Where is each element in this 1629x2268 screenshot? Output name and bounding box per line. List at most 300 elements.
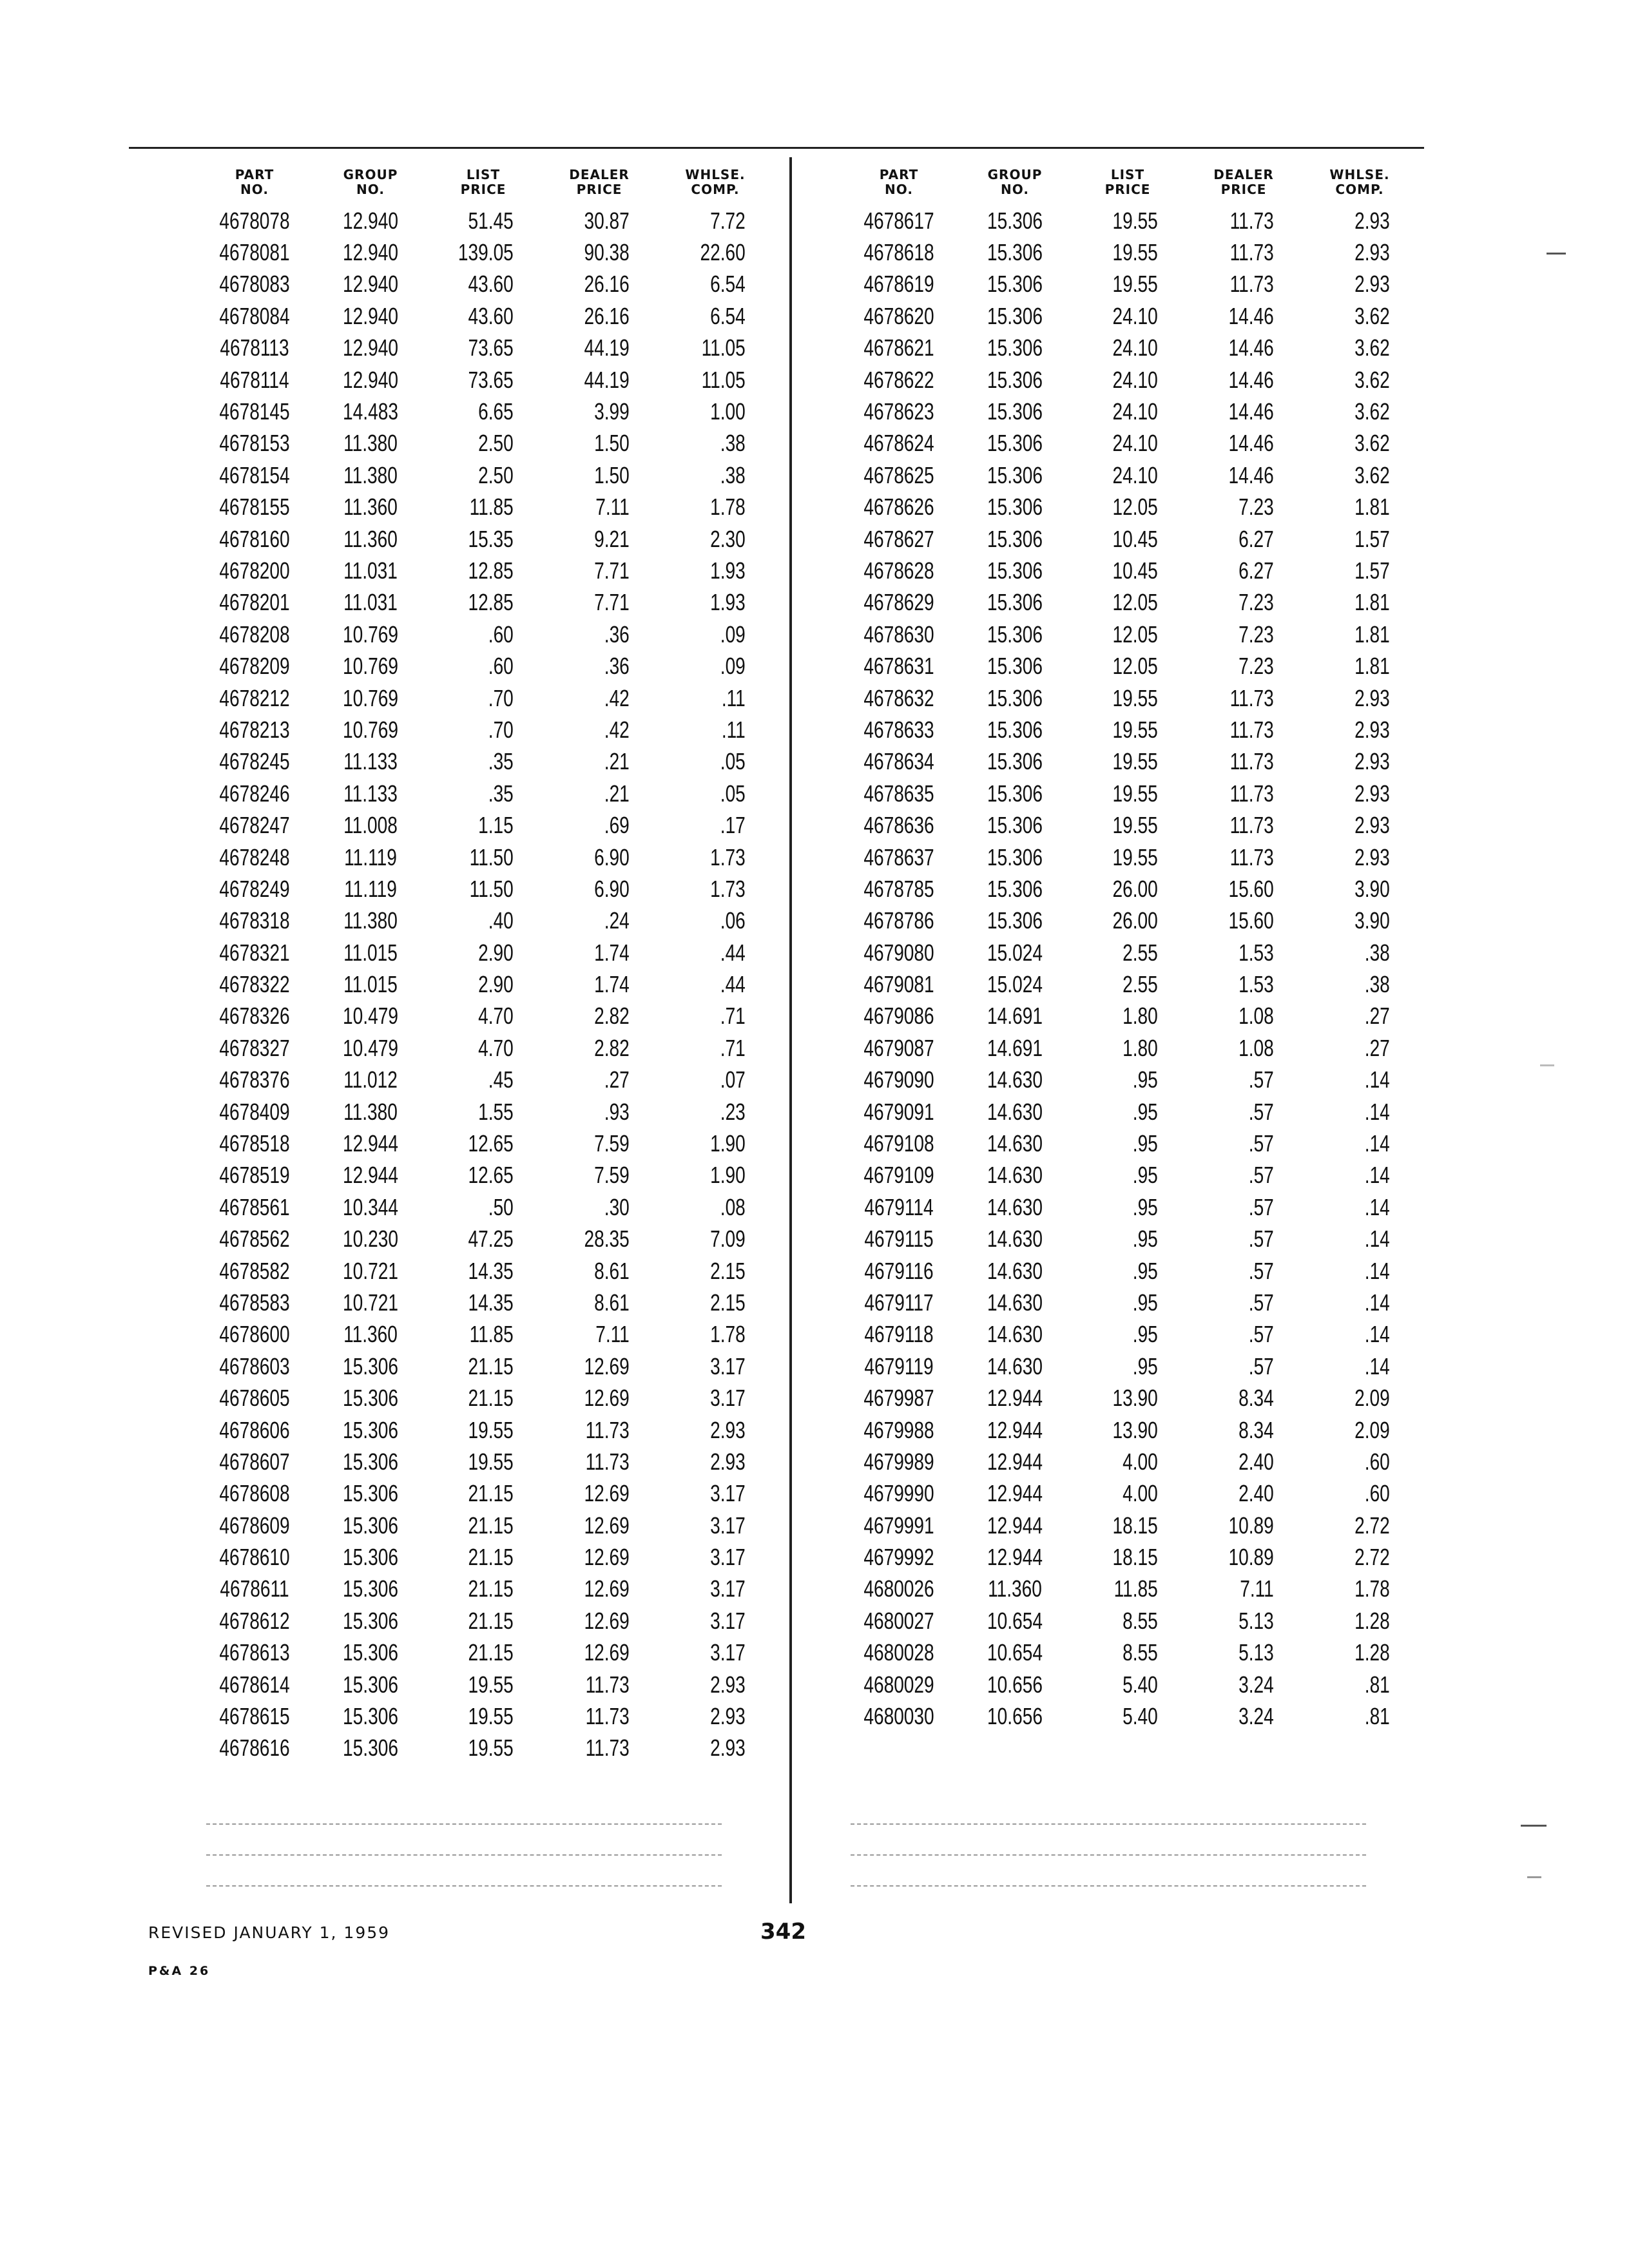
list-price-cell: 12.85 [468,589,514,616]
whlse-comp-cell: .60 [1364,1448,1390,1475]
whlse-comp-cell: 3.17 [710,1607,746,1634]
header-row [193,168,773,205]
group-no-cell: 15.306 [987,557,1043,584]
table-row [193,236,773,268]
table-row [838,968,1418,1000]
table-row [838,1319,1418,1350]
whlse-comp-cell: .05 [720,780,746,807]
dealer-price-cell: 12.69 [584,1544,630,1571]
table-row [193,205,773,236]
group-no-cell: 15.306 [343,1352,398,1379]
list-price-cell: 2.55 [1123,939,1158,966]
table-row [838,1510,1418,1541]
whlse-comp-cell: 1.78 [710,494,746,521]
group-no-cell: 11.031 [343,589,398,616]
part-no-cell: 4678518 [219,1130,290,1157]
part-no-cell: 4678631 [863,653,934,680]
whlse-comp-cell: 1.73 [710,875,746,902]
part-no-cell: 4679114 [864,1193,934,1220]
table-row [838,300,1418,332]
list-price-cell: 19.55 [1112,780,1158,807]
list-price-cell: 12.65 [468,1130,514,1157]
part-no-cell: 4679080 [863,939,934,966]
table-row [193,968,773,1000]
group-no-cell: 11.360 [343,494,398,521]
group-no-cell: 15.024 [987,939,1043,966]
part-no-cell: 4678154 [219,461,290,488]
part-no-cell: 4679091 [863,1098,934,1125]
part-no-cell: 4679987 [863,1385,934,1412]
dealer-price-cell: 12.69 [584,1512,630,1539]
list-price-cell: 19.55 [1112,748,1158,775]
list-price-cell: 24.10 [1112,366,1158,393]
table-row [838,1669,1418,1700]
part-no-cell: 4679990 [863,1480,934,1507]
dealer-price-cell: 1.50 [594,430,630,457]
group-no-cell: 15.306 [343,1575,398,1602]
list-price-cell: 14.35 [468,1289,514,1316]
whlse-comp-cell: .14 [1364,1225,1390,1253]
dealer-price-cell: 7.59 [594,1130,630,1157]
group-no-cell: 15.306 [987,430,1043,457]
table-row [193,587,773,619]
whlse-comp-cell: 3.62 [1354,430,1390,457]
dealer-price-cell: 3.24 [1239,1671,1274,1698]
dealer-price-cell: 1.74 [594,971,630,998]
table-row [838,619,1418,650]
part-no-cell: 4678145 [219,398,290,425]
list-price-cell: .70 [488,716,514,743]
dealer-price-cell: 10.89 [1228,1544,1274,1571]
whlse-comp-cell: 2.93 [1354,812,1390,839]
group-no-cell: 15.306 [343,1416,398,1443]
dealer-price-cell: 2.82 [594,1034,630,1061]
part-no-cell: 4678600 [219,1321,290,1348]
part-no-cell: 4678562 [219,1225,290,1253]
group-no-cell: 15.306 [343,1735,398,1762]
table-row [838,1160,1418,1191]
whlse-comp-cell: .14 [1364,1130,1390,1157]
group-no-cell: 10.230 [343,1225,398,1253]
group-no-cell: 12.940 [343,302,398,329]
part-no-cell: 4678326 [219,1003,290,1030]
group-no-cell: 11.133 [343,780,398,807]
list-price-cell: 19.55 [1112,843,1158,870]
group-no-cell: 14.630 [987,1289,1043,1316]
dealer-price-cell: .57 [1248,1098,1274,1125]
whlse-comp-cell: 6.54 [710,271,746,298]
part-no-cell: 4680028 [863,1639,934,1666]
whlse-comp-cell: .71 [720,1034,746,1061]
list-price-cell: .95 [1132,1130,1158,1157]
group-no-cell: 11.119 [344,875,397,902]
part-no-cell: 4678620 [863,302,934,329]
dealer-price-cell: .93 [604,1098,630,1125]
part-no-cell: 4679087 [863,1034,934,1061]
group-no-cell: 14.630 [987,1098,1043,1125]
list-price-cell: 12.05 [1112,589,1158,616]
dealer-price-cell: 2.40 [1239,1480,1274,1507]
part-no-cell: 4678153 [219,430,290,457]
whlse-comp-cell: 1.93 [710,557,746,584]
part-no-cell: 4678246 [219,780,290,807]
dealer-price-cell: 15.60 [1228,875,1274,902]
table-row [193,332,773,364]
whlse-comp-cell: 3.17 [710,1352,746,1379]
list-price-cell: 21.15 [468,1575,514,1602]
table-row [193,873,773,905]
group-no-cell: 15.306 [987,780,1043,807]
list-price-cell: 10.45 [1112,557,1158,584]
table-row [193,937,773,968]
group-no-cell: 15.306 [987,525,1043,552]
list-price-cell: 2.50 [478,461,514,488]
left-price-column [193,168,773,1764]
part-no-cell: 4678321 [219,939,290,966]
part-no-cell: 4678623 [863,398,934,425]
list-price-cell: 19.55 [1112,812,1158,839]
list-price-cell: 12.65 [468,1162,514,1189]
dealer-price-cell: 14.46 [1228,430,1274,457]
list-price-cell: 51.45 [468,207,514,234]
part-no-cell: 4679086 [863,1003,934,1030]
dealer-price-cell: 12.69 [584,1607,630,1634]
part-no-cell: 4680027 [863,1607,934,1634]
whlse-comp-cell: 11.05 [701,366,746,393]
group-no-cell: 11.012 [343,1066,398,1093]
group-no-cell: 10.769 [343,620,398,648]
list-price-cell: 47.25 [468,1225,514,1253]
whlse-comp-cell: 3.62 [1354,366,1390,393]
part-no-cell: 4679109 [863,1162,934,1189]
whlse-comp-cell: 2.15 [710,1257,746,1284]
whlse-comp-cell: .08 [720,1193,746,1220]
margin-mark [1527,1876,1541,1878]
whlse-comp-cell: 3.17 [710,1480,746,1507]
table-row [838,1064,1418,1096]
whlse-comp-cell: 3.90 [1354,875,1390,902]
part-no-cell: 4678318 [219,907,290,934]
whlse-comp-cell: .14 [1364,1289,1390,1316]
part-no-cell: 4678614 [219,1671,290,1698]
dealer-price-cell: 3.24 [1239,1703,1274,1730]
header-list-price: LIST PRICE [1104,167,1151,197]
dealer-price-cell: 1.53 [1239,939,1274,966]
dealer-price-cell: .24 [604,907,630,934]
whlse-comp-cell: 2.09 [1354,1385,1390,1412]
table-row [838,1446,1418,1477]
list-price-cell: 21.15 [468,1607,514,1634]
whlse-comp-cell: .27 [1364,1003,1390,1030]
table-row [193,1733,773,1764]
list-price-cell: 2.50 [478,430,514,457]
whlse-comp-cell: 3.90 [1354,907,1390,934]
table-row [193,1510,773,1541]
table-row [838,396,1418,427]
dealer-price-cell: .69 [604,812,630,839]
dealer-price-cell: .57 [1248,1289,1274,1316]
list-price-cell: 13.90 [1112,1385,1158,1412]
list-price-cell: 21.15 [468,1385,514,1412]
table-row [838,1001,1418,1032]
part-no-cell: 4679989 [863,1448,934,1475]
whlse-comp-cell: 1.90 [710,1162,746,1189]
list-price-cell: 24.10 [1112,302,1158,329]
blank-entry-line [851,1885,1366,1887]
list-price-cell: 21.15 [468,1639,514,1666]
list-price-cell: 18.15 [1112,1512,1158,1539]
table-row [193,396,773,427]
table-row [193,778,773,809]
group-no-cell: 11.031 [343,557,398,584]
whlse-comp-cell: 2.93 [1354,207,1390,234]
part-no-cell: 4678786 [863,907,934,934]
whlse-comp-cell: 1.28 [1354,1607,1390,1634]
blank-entry-line [206,1854,722,1856]
group-no-cell: 15.306 [987,875,1043,902]
list-price-cell: 19.55 [1112,684,1158,711]
page-number: 342 [760,1919,806,1945]
group-no-cell: 14.691 [987,1034,1043,1061]
list-price-cell: .95 [1132,1225,1158,1253]
list-price-cell: 18.15 [1112,1544,1158,1571]
list-price-cell: 19.55 [468,1735,514,1762]
part-no-cell: 4678608 [219,1480,290,1507]
whlse-comp-cell: 1.93 [710,589,746,616]
list-price-cell: .50 [488,1193,514,1220]
table-row [838,205,1418,236]
part-no-cell: 4678627 [863,525,934,552]
dealer-price-cell: .57 [1248,1257,1274,1284]
table-row [193,905,773,937]
whlse-comp-cell: 2.93 [710,1703,746,1730]
part-no-cell: 4678114 [220,366,289,393]
table-row [838,809,1418,841]
list-price-cell: 19.55 [1112,207,1158,234]
group-no-cell: 14.630 [987,1352,1043,1379]
part-no-cell: 4678248 [219,843,290,870]
part-no-cell: 4680029 [863,1671,934,1698]
list-price-cell: 73.65 [468,366,514,393]
part-no-cell: 4678625 [863,461,934,488]
group-no-cell: 11.015 [343,939,398,966]
table-row [193,1382,773,1414]
dealer-price-cell: .27 [604,1066,630,1093]
dealer-price-cell: 1.50 [594,461,630,488]
whlse-comp-cell: .14 [1364,1321,1390,1348]
whlse-comp-cell: .14 [1364,1257,1390,1284]
whlse-comp-cell: 3.17 [710,1639,746,1666]
table-row [193,1478,773,1510]
group-no-cell: 11.360 [343,1321,398,1348]
dealer-price-cell: 44.19 [584,366,630,393]
part-no-cell: 4678084 [219,302,290,329]
group-no-cell: 12.944 [987,1480,1043,1507]
dealer-price-cell: .30 [604,1193,630,1220]
table-row [193,1700,773,1732]
table-row [193,300,773,332]
part-no-cell: 4679988 [863,1416,934,1443]
dealer-price-cell: 8.61 [594,1257,630,1284]
group-no-cell: 11.380 [343,461,398,488]
list-price-cell: 5.40 [1123,1671,1158,1698]
whlse-comp-cell: 1.90 [710,1130,746,1157]
list-price-cell: 19.55 [468,1448,514,1475]
list-price-cell: 43.60 [468,302,514,329]
list-price-cell: .95 [1132,1098,1158,1125]
group-no-cell: 12.940 [343,239,398,266]
list-price-cell: .95 [1132,1352,1158,1379]
dealer-price-cell: 1.08 [1239,1034,1274,1061]
whlse-comp-cell: 2.93 [710,1448,746,1475]
part-no-cell: 4679992 [863,1544,934,1571]
list-price-cell: .60 [488,620,514,648]
group-no-cell: 12.940 [343,207,398,234]
part-no-cell: 4678618 [863,239,934,266]
group-no-cell: 15.306 [987,398,1043,425]
group-no-cell: 10.769 [343,716,398,743]
list-price-cell: 11.85 [469,1321,514,1348]
table-row [193,364,773,396]
whlse-comp-cell: 7.09 [710,1225,746,1253]
list-price-cell: 21.15 [468,1544,514,1571]
group-no-cell: 15.306 [987,461,1043,488]
list-price-cell: 19.55 [1112,716,1158,743]
list-price-cell: .70 [488,684,514,711]
whlse-comp-cell: 2.15 [710,1289,746,1316]
group-no-cell: 10.654 [987,1639,1043,1666]
dealer-price-cell: .21 [604,780,630,807]
group-no-cell: 15.306 [987,812,1043,839]
part-no-cell: 4678606 [219,1416,290,1443]
table-row [838,523,1418,555]
part-no-cell: 4678612 [219,1607,290,1634]
part-no-cell: 4678249 [219,875,290,902]
list-price-cell: 2.90 [478,939,514,966]
list-price-cell: 13.90 [1112,1416,1158,1443]
part-no-cell: 4678611 [220,1575,289,1602]
group-no-cell: 15.024 [987,971,1043,998]
dealer-price-cell: 14.46 [1228,334,1274,361]
whlse-comp-cell: 11.05 [701,334,746,361]
table-row [838,492,1418,523]
list-price-cell: 73.65 [468,334,514,361]
list-price-cell: .95 [1132,1193,1158,1220]
part-no-cell: 4678634 [863,748,934,775]
whlse-comp-cell: .44 [720,971,746,998]
table-row [838,1128,1418,1159]
whlse-comp-cell: .09 [720,620,746,648]
whlse-comp-cell: .38 [720,461,746,488]
table-row [193,746,773,778]
whlse-comp-cell: 1.00 [710,398,746,425]
list-price-cell: 139.05 [458,239,514,266]
table-row [193,1350,773,1382]
list-price-cell: 2.55 [1123,971,1158,998]
document-code: P&A 26 [148,1964,211,1978]
group-no-cell: 12.944 [987,1416,1043,1443]
group-no-cell: 11.380 [343,907,398,934]
part-no-cell: 4678582 [219,1257,290,1284]
list-price-cell: 24.10 [1112,398,1158,425]
dealer-price-cell: 28.35 [584,1225,630,1253]
whlse-comp-cell: 22.60 [700,239,746,266]
part-no-cell: 4678637 [863,843,934,870]
table-row [193,1669,773,1700]
whlse-comp-cell: 1.78 [1354,1575,1390,1602]
list-price-cell: 12.05 [1112,494,1158,521]
dealer-price-cell: 11.73 [1229,684,1274,711]
whlse-comp-cell: .38 [1364,939,1390,966]
right-price-table [838,168,1418,1733]
part-no-cell: 4678322 [219,971,290,998]
dealer-price-cell: 1.08 [1239,1003,1274,1030]
table-row [838,905,1418,937]
part-no-cell: 4678636 [863,812,934,839]
whlse-comp-cell: 1.73 [710,843,746,870]
whlse-comp-cell: 7.72 [710,207,746,234]
list-price-cell: 1.80 [1123,1034,1158,1061]
dealer-price-cell: 7.23 [1239,653,1274,680]
part-no-cell: 4678081 [219,239,290,266]
right-price-column [838,168,1418,1733]
whlse-comp-cell: .81 [1364,1671,1390,1698]
part-no-cell: 4678619 [863,271,934,298]
table-row [193,1224,773,1255]
part-no-cell: 4678213 [219,716,290,743]
part-no-cell: 4678626 [863,494,934,521]
part-no-cell: 4678155 [219,494,290,521]
table-row [193,459,773,491]
part-no-cell: 4678628 [863,557,934,584]
part-no-cell: 4679991 [863,1512,934,1539]
part-no-cell: 4679116 [864,1257,934,1284]
list-price-cell: 12.05 [1112,653,1158,680]
table-row [838,714,1418,745]
part-no-cell: 4678200 [219,557,290,584]
dealer-price-cell: 2.82 [594,1003,630,1030]
part-no-cell: 4678621 [863,334,934,361]
dealer-price-cell: 11.73 [1229,716,1274,743]
dealer-price-cell: .57 [1248,1225,1274,1253]
group-no-cell: 12.944 [987,1544,1043,1571]
table-row [838,937,1418,968]
group-no-cell: 10.769 [343,653,398,680]
blank-entry-line [206,1885,722,1887]
dealer-price-cell: .57 [1248,1321,1274,1348]
dealer-price-cell: .57 [1248,1162,1274,1189]
dealer-price-cell: 44.19 [584,334,630,361]
dealer-price-cell: 12.69 [584,1385,630,1412]
table-row [193,1573,773,1605]
part-no-cell: 4678616 [219,1735,290,1762]
group-no-cell: 14.691 [987,1003,1043,1030]
dealer-price-cell: 8.61 [594,1289,630,1316]
group-no-cell: 12.944 [343,1162,398,1189]
whlse-comp-cell: .07 [720,1066,746,1093]
dealer-price-cell: 15.60 [1228,907,1274,934]
table-row [838,269,1418,300]
part-no-cell: 4678327 [219,1034,290,1061]
group-no-cell: 14.483 [343,398,398,425]
table-row [838,1541,1418,1573]
group-no-cell: 15.306 [987,334,1043,361]
part-no-cell: 4680030 [863,1703,934,1730]
part-no-cell: 4678613 [219,1639,290,1666]
list-price-cell: 12.85 [468,557,514,584]
blank-entry-line [851,1854,1366,1856]
part-no-cell: 4678635 [863,780,934,807]
